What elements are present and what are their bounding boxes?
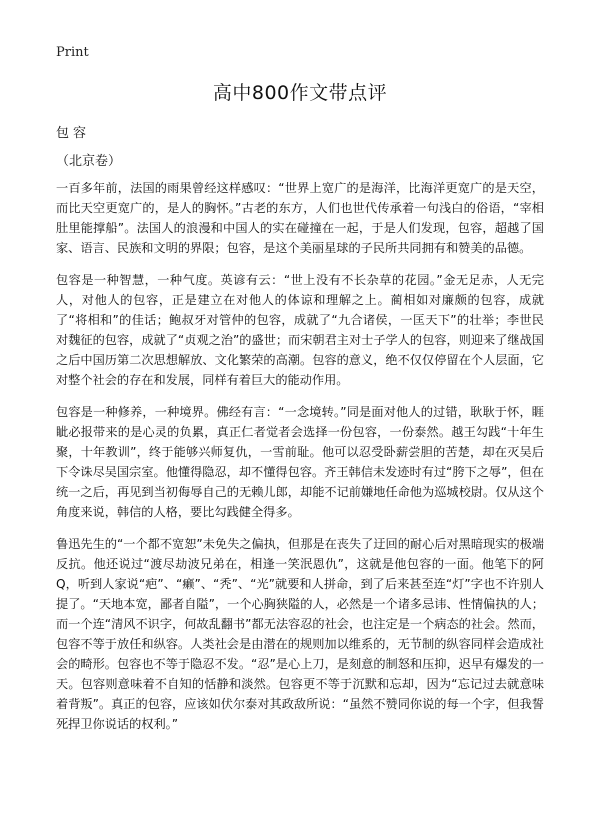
article-paragraph: 包容是一种智慧，一种气度。英谚有云：“世上没有不长杂草的花园。”金无足赤，人无完人，对他人的包容，正是建立在对他人的体谅和理解之上。蔺相如对廉颇的包容，成就了“将相和”的佳话；鲍叔牙对管仲的包容，成就了“九合诸侯，一匡天下”的壮举；李世民对魏征的包容，成就了“贞观之治”的盛世；而宋朝君主对士子学人的包容，则迎来了继战国之后中国历第二次思想解放、文化繁荣的高潮。包容的意义，绝不仅仅停留在个人层面，它对整个社会的存在和发展，同样有着巨大的能动作用。	[56, 273, 544, 387]
article-title: 高中800作文带点评	[212, 82, 388, 104]
article-source: （北京卷）	[56, 154, 122, 169]
article-paragraph: 鲁迅先生的“一个都不宽恕”未免失之偏执，但那是在丧失了迂回的耐心后对黑暗现实的极端反抗。他还说过“渡尽劫波兄弟在，相逢一笑泯恩仇”，这就是他包容的一面。他笔下的阿Q，听到人家说“疤”、“癞”、“秃”、“光”就要和人拼命，到了后来甚至连“灯”字也不许别人提了。“天地本宽，鄙者自隘”，一个心胸狭隘的人，必然是一个诸多忌讳、性情偏执的人；而一个连“清风不识字，何故乱翻书”都无法容忍的社会，也注定是一个病态的社会。然而，包容不等于放任和纵容。人类社会是由潜在的规则加以维系的，无节制的纵容同样会造成社会的畸形。包容也不等于隐忍不发。“忍”是心上刀，是刻意的制怒和压抑，迟早有爆发的一天。包容则意味着不自知的恬静和淡然。包容更不等于沉默和忘却，因为“忘记过去就意味着背叛”。真正的包容，应该如伏尔泰对其政敌所说：“虽然不赞同你说的每一个字，但我誓死捍卫你说话的权利。”	[56, 537, 544, 731]
article-paragraph: 一百多年前，法国的雨果曾经这样感叹：“世界上宽广的是海洋，比海洋更宽广的是天空，而比天空更宽广的，是人的胸怀。”古老的东方，人们也世代传承着一句浅白的俗语，“宰相肚里能撑船”。法国人的浪漫和中国人的实在碰撞在一起，于是人们发现，包容，超越了国家、语言、民族和文明的界限；包容，是这个美丽星球的子民所共同拥有和赞美的品德。	[56, 181, 544, 255]
article-body	[56, 178, 544, 746]
print-link[interactable]: Print	[56, 45, 89, 60]
article-paragraph: 包容是一种修养，一种境界。佛经有言：“一念境转。”同是面对他人的过错，耿耿于怀，睚眦必报带来的是心灵的负累，真正仁者觉者会选择一份包容，一份泰然。越王勾践“十年生聚，十年教训”，终于能够兴师复仇，一雪前耻。他可以忍受卧薪尝胆的苦楚，却在灭吴后下令诛尽吴国宗室。他懂得隐忍，却不懂得包容。齐王韩信未发迹时有过“胯下之辱”，但在统一之后，再见到当初侮辱自己的无赖儿郎，却能不记前嫌地任命他为巡城校尉。仅从这个角度来说，韩信的人格，要比勾践健全得多。	[56, 405, 544, 519]
article-author: 包容	[56, 126, 91, 141]
